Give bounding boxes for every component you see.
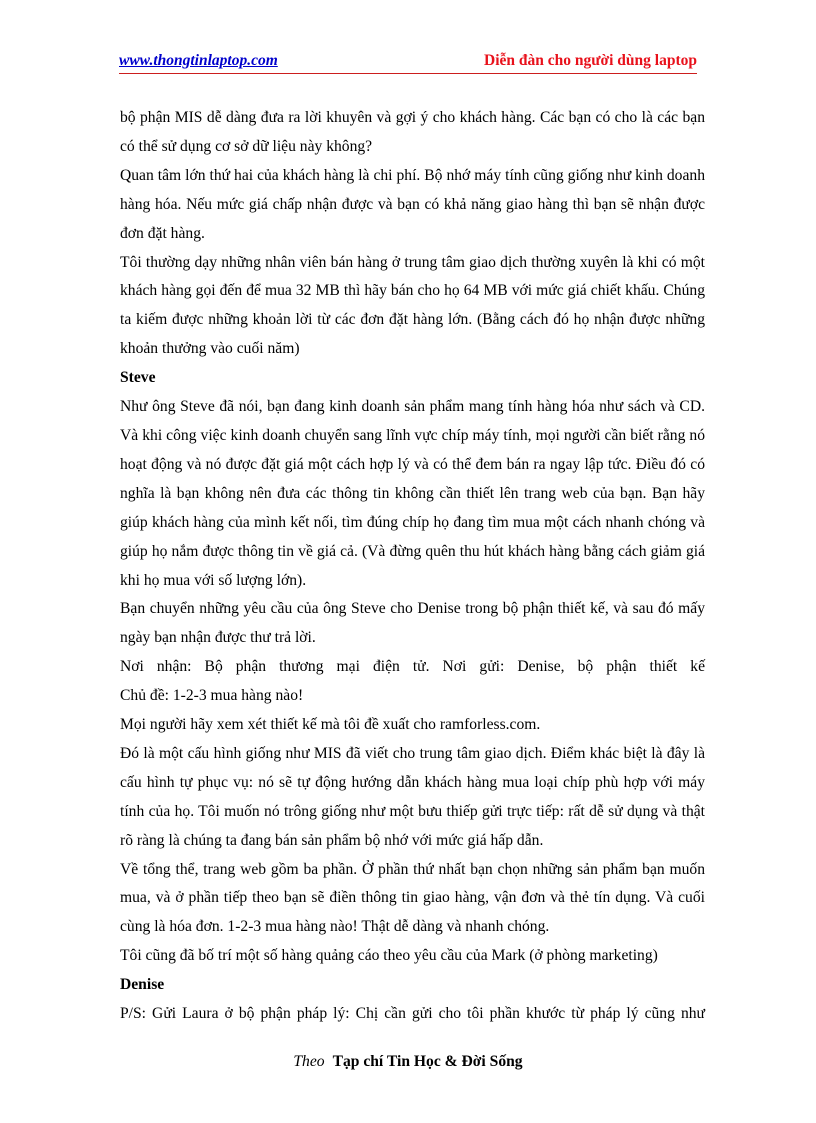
paragraph-commodity-business: Như ông Steve đã nói, bạn đang kinh doanh sản phẩm mang tính hàng hóa như sách và CD. Và khi công việc kinh doanh chuyển sang lĩnh vực chíp máy tính, mọi người cần biết rằng nó hoạt động và nó được đặt giá một cách hợp lý và có thể đem bán ra ngay lập tức. Điều đó có nghĩa là bạn không nên đưa các thông tin không cần thiết lên trang web của bạn. Bạn hãy giúp khách hàng của mình kết nối, tìm đúng chíp họ đang tìm mua một cách nhanh chóng và giúp họ nắm được thông tin về giá cả. (Và đừng quên thu hút khách hàng bằng cách giảm giá khi họ mua với số lượng lớn). bbox=[120, 398, 705, 589]
paragraph-postscript: P/S: Gửi Laura ở bộ phận pháp lý: Chị cần gửi cho tôi phần khước từ pháp lý cũng như bbox=[120, 1005, 705, 1023]
signature-steve: Steve bbox=[120, 369, 156, 387]
paragraph-self-service-config: Đó là một cấu hình giống như MIS đã viết cho trung tâm giao dịch. Điểm khác biệt là đây là cấu hình tự phục vụ: nó sẽ tự động hướng dẫn khách hàng mua loại chíp phù hợp với máy tính của họ. Tôi muốn nó trông giống như một bưu thiếp gửi trực tiếp: rất dễ sử dụng và thật rõ ràng là chúng ta đang bán sản phẩm bộ nhớ với mức giá hấp dẫn. bbox=[120, 744, 705, 849]
website-link[interactable]: www.thongtinlaptop.com bbox=[119, 52, 278, 69]
forum-slogan: Diễn đàn cho người dùng laptop bbox=[484, 52, 697, 69]
memo-recipient-sender: Nơi nhận: Bộ phận thương mại điện tử. Nơi gửi: Denise, bộ phận thiết kế bbox=[120, 658, 705, 676]
paragraph-ad-banners: Tôi cũng đã bố trí một số hàng quảng cáo theo yêu cầu của Mark (ở phòng marketing) bbox=[120, 947, 658, 965]
paragraph-cost-concern: Quan tâm lớn thứ hai của khách hàng là chi phí. Bộ nhớ máy tính cũng giống như kinh doanh hàng hóa. Nếu mức giá chấp nhận được và bạn có khả năng giao hàng thì bạn sẽ nhận được đơn đặt hàng. bbox=[120, 166, 705, 242]
footer-magazine-title: Tạp chí Tin Học & Đời Sống bbox=[332, 1053, 523, 1070]
article-body bbox=[120, 104, 705, 1029]
paragraph-mis-advice: bộ phận MIS dễ dàng đưa ra lời khuyên và gợi ý cho khách hàng. Các bạn có cho là các bạn có thể sử dụng cơ sở dữ liệu này không? bbox=[120, 109, 705, 155]
paragraph-three-parts: Về tổng thể, trang web gồm ba phần. Ở phần thứ nhất bạn chọn những sản phẩm bạn muốn mua, và ở phần tiếp theo bạn sẽ điền thông tin giao hàng, vận đơn và thẻ tín dụng. Và cuối cùng là hóa đơn. 1-2-3 mua hàng nào! Thật dễ dàng và nhanh chóng. bbox=[120, 860, 705, 936]
header-divider bbox=[119, 73, 697, 74]
footer-source-prefix: Theo bbox=[293, 1053, 325, 1070]
page-footer bbox=[0, 1053, 816, 1071]
memo-subject: Chủ đề: 1-2-3 mua hàng nào! bbox=[120, 687, 304, 705]
paragraph-forward-request: Bạn chuyển những yêu cầu của ông Steve cho Denise trong bộ phận thiết kế, và sau đó mấy ngày bạn nhận được thư trả lời. bbox=[120, 600, 705, 647]
paragraph-sales-training: Tôi thường dạy những nhân viên bán hàng ở trung tâm giao dịch thường xuyên là khi có một khách hàng gọi đến để mua 32 MB thì hãy bán cho họ 64 MB với mức giá chiết khấu. Chúng ta kiếm được những khoản lời từ các đơn đặt hàng lớn. (Bằng cách đó họ nhận được những khoản thưởng vào cuối năm) bbox=[120, 253, 705, 358]
signature-denise: Denise bbox=[120, 976, 165, 994]
page-header bbox=[119, 52, 697, 74]
paragraph-design-proposal: Mọi người hãy xem xét thiết kế mà tôi đề xuất cho ramforless.com. bbox=[120, 716, 541, 734]
